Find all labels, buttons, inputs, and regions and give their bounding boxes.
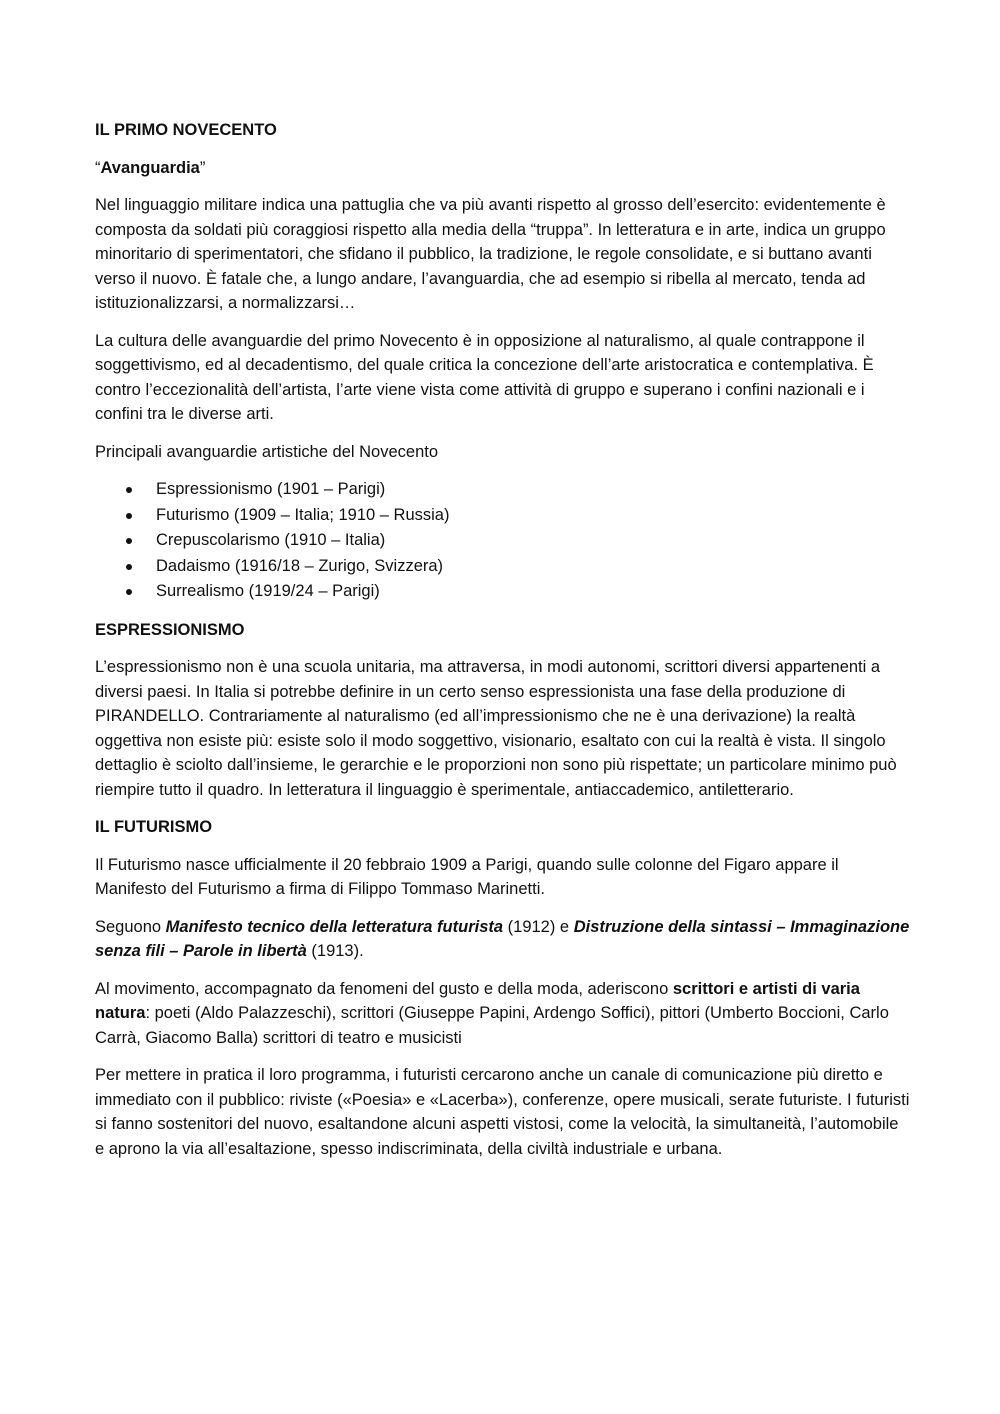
- futurismo-paragraph-3: [95, 977, 910, 1051]
- p3-bold-text: scrittori e artisti di varia natura: [95, 979, 860, 1022]
- list-item: [95, 503, 910, 529]
- page-title: IL PRIMO NOVECENTO: [95, 121, 277, 139]
- avanguardia-paragraph-2: La cultura delle avanguardie del primo Novecento è in opposizione al naturalismo, al quale contrappone il soggettivismo, ed al decadentismo, del quale critica la concezione dell’arte aristocratica e contemplativa. È contro l’eccezionalità dell’artista, l’arte viene vista come attività di gruppo e superano i confini nazionali e i confini tra le diverse arti.: [95, 331, 874, 423]
- manifesto-tecnico-title: Manifesto tecnico della letteratura futurista: [165, 917, 504, 936]
- p3-text-b: : poeti (Aldo Palazzeschi), scrittori (Giuseppe Papini, Ardengo Soffici), pittori (Umberto Boccioni, Carlo Carrà, Giacomo Balla) scrittori di teatro e musicisti: [95, 1004, 889, 1047]
- p3-text-a: Al movimento, accompagnato da fenomeni del gusto e della moda, aderiscono: [95, 979, 673, 998]
- bullet-icon: [126, 538, 132, 544]
- avanguardia-heading: [95, 156, 910, 181]
- p2-text-c: (1913).: [306, 942, 364, 960]
- distruzione-sintassi-title: Distruzione della sintassi – Immaginazione senza fili – Parole in libertà: [95, 917, 910, 960]
- p2-text-a: Seguono: [95, 917, 166, 936]
- p2-text-b: (1912) e: [503, 917, 574, 936]
- bullet-icon: [126, 589, 132, 595]
- list-item-text: Futurismo (1909 – Italia; 1910 – Russia): [156, 505, 450, 524]
- list-item: [95, 579, 910, 605]
- open-quote: “: [95, 158, 101, 177]
- espressionismo-paragraph: L’espressionismo non è una scuola unitaria, ma attraversa, in modi autonomi, scrittori diversi appartenenti a diversi paesi. In Italia si potrebbe definire in un certo senso espressionista una fase della produzione di PIRANDELLO. Contrariamente al naturalismo (ed all’impressionismo che ne è una derivazione) la realtà oggettiva non esiste più: esiste solo il modo soggettivo, visionario, esaltato con cui la realtà è vista. Il singolo dettaglio è sciolto dall’insieme, le gerarchie e le proporzioni non sono più rispettate; un particolare minimo può riempire tutto il quadro. In letteratura il linguaggio è sperimentale, antiaccademico, antiletterario.: [95, 658, 897, 799]
- avanguardie-list: [95, 477, 910, 605]
- espressionismo-heading: ESPRESSIONISMO: [95, 620, 245, 639]
- list-item-text: Surrealismo (1919/24 – Parigi): [156, 582, 380, 600]
- list-item: [95, 477, 910, 503]
- avanguardia-paragraph-1: Nel linguaggio militare indica una pattuglia che va più avanti rispetto al grosso dell’esercito: evidentemente è composta da soldati più coraggiosi rispetto alla media della “truppa”. In letteratura e in arte, indica un gruppo minoritario di sperimentatori, che sfidano il pubblico, la tradizione, le regole consolidate, e si buttano avanti verso il nuovo. È fatale che, a lungo andare, l’avanguardia, che ad esempio si ribella al mercato, tenda ad istituzionalizzarsi, a normalizzarsi…: [95, 196, 886, 312]
- close-quote: ”: [199, 158, 206, 177]
- list-item-text: Crepuscolarismo (1910 – Italia): [156, 531, 386, 549]
- futurismo-paragraph-1: Il Futurismo nasce ufficialmente il 20 febbraio 1909 a Parigi, quando sulle colonne del Figaro appare il Manifesto del Futurismo a firma di Filippo Tommaso Marinetti.: [95, 855, 839, 898]
- bullet-icon: [126, 513, 132, 519]
- list-item: [95, 528, 910, 554]
- futurismo-heading: IL FUTURISMO: [95, 818, 213, 836]
- list-item-text: Espressionismo (1901 – Parigi): [156, 480, 386, 498]
- futurismo-paragraph-4: Per mettere in pratica il loro programma, i futuristi cercarono anche un canale di comunicazione più diretto e immediato con il pubblico: riviste («Poesia» e «Lacerba»), conferenze, opere musicali, serate futuriste. I futuristi si fanno sostenitori del nuovo, esaltandone alcuni aspetti vistosi, come la velocità, la simultaneità, l’automobile e aprono la via all’esaltazione, spesso indiscriminata, della civiltà industriale e urbana.: [95, 1066, 910, 1158]
- bullet-icon: [126, 487, 132, 493]
- futurismo-paragraph-2: [95, 915, 910, 964]
- bullet-icon: [126, 564, 132, 570]
- document-page: [95, 118, 910, 1174]
- list-item-text: Dadaismo (1916/18 – Zurigo, Svizzera): [156, 556, 444, 575]
- list-item: [95, 554, 910, 580]
- avanguardie-list-intro: Principali avanguardie artistiche del Novecento: [95, 442, 439, 461]
- avanguardia-term: Avanguardia: [100, 158, 200, 177]
